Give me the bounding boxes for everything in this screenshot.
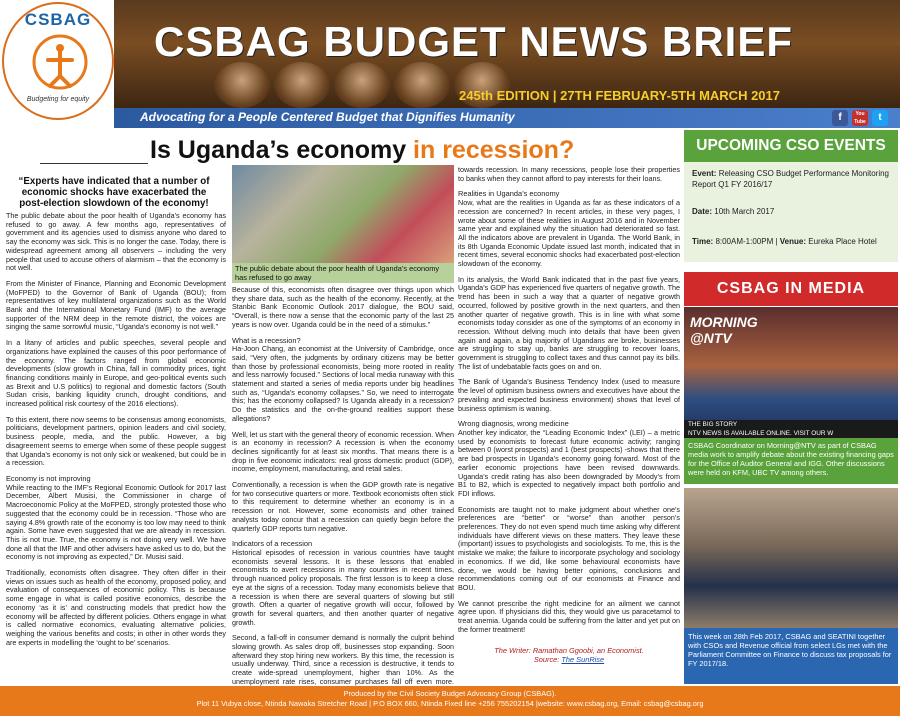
paragraph: Second, a fall-off in consumer demand is normally the culprit behind slowing growth. As sales drop off, businesses stop expanding. Soon afterward they stop hiring new workers. By this time, the recession is usually underway. Third, since a recession is destructive, it tends to create wide-spread unemployment, higher than 10%. As the unemployment rate rises, consumer purchases fall off even more. (232, 633, 454, 686)
currency-photo (232, 165, 454, 263)
youtube-icon[interactable]: You Tube (852, 110, 868, 126)
byline (458, 646, 680, 664)
footer-line-2: Plot 11 Vubya close, Ntinda Nawaka Stretcher Road | P.O BOX 660, Ntinda Fixed line +256 755202154 |website: www.csbag.org, Email: csbag@csbag.org (196, 699, 704, 708)
pull-quote: “Experts have indicated that a number of economic shocks have exacerbated the post-election slowdown of the economy! (18, 176, 210, 209)
paragraph: From the Minister of Finance, Planning and Economic Development (MoFPED) to the Governor of Bank of Uganda (BOU); from representatives of key multilateral organizations such as the World Bank and the International Monetary Fund (IMF) to the average supporter of the NRM deep in the remote district, the voices are singing the same sorrowful music, “Uganda’s economy is not well.” (6, 278, 226, 332)
paragraph: Well, let us start with the general theory of economic recession. When is an economy in recession? A recession is when the economy declines significantly for at least six months. That means there is a drop in five economic indicators: real gross domestic product (GDP), income, employment, manufacturing, and retail sales. (232, 429, 454, 474)
date-value: 10th March 2017 (714, 207, 775, 216)
date-label: Date: (692, 207, 713, 216)
edition-line: 245th EDITION | 27TH FEBRUARY-5TH MARCH 2017 (459, 88, 780, 103)
event-row (692, 168, 892, 190)
paragraph: Because of this, economists often disagree over things upon which they share data, such as the health of the economy. Recently, at the Stanbic Bank Economic Outlook 2017 dialogue, the BOU said, “Overall, is there now a sense that the economic party of the last 25 years is now over. Uganda could be in the need of a stimulus.” (232, 285, 454, 329)
paragraph: The Bank of Uganda’s Business Tendency Index (used to measure the level of optimism business owners and executives have about the prevailing and expected business environment) shows that level of business optimism is waning. (458, 377, 680, 413)
headline-part2: in recession? (406, 136, 575, 164)
logo-text: CSBAG (24, 10, 92, 29)
time-label: Time: (692, 237, 714, 246)
venue-label: Venue: (779, 237, 807, 246)
media-caption-2: This week on 28th Feb 2017, CSBAG and SEATINI together with CSOs and Revenue official from select LGs met with the Parliament Committee on Finance to discuss tax proposals for FY 2017/18. (684, 628, 898, 684)
banner-photo (214, 62, 270, 108)
footer-line-1: Produced by the Civil Society Budget Advocacy Group (CSBAG). (343, 689, 557, 698)
facebook-icon[interactable]: f (832, 110, 848, 126)
logo-emblem-icon (30, 32, 90, 92)
media-caption-1: CSBAG Coordinator on Morning@NTV as part of CSBAG media work to amplify debate about the existing financing gaps for the Office of Auditor General and IGG. Other discussions were held on KFM, UBC TV among others. (684, 438, 898, 484)
paragraph: Now, what are the realities in Uganda as far as these indicators of a recession are concerned? In recent articles, in these very pages, I wrote about some of these realities in August 2016 and in November same year and explained why the situation had deteriorated so fast. All the indicators above are prevalent in Uganda. The World Bank, in its 8th Uganda Economic Update issued last month, indicated that in recent times, several economic shocks had exacerbated post-election slowdown of the economy. (458, 198, 680, 269)
tv-show-logo: MORNING @NTV (690, 314, 758, 346)
subheading: Indicators of a recession (232, 539, 313, 549)
time-row: Time: 8:00AM-1:00PM | Venue: Eureka Place Hotel (692, 237, 877, 246)
paragraph: To this extent, there now seems to be consensus among economists, politicians, development partners, opinion leaders and civil society, business people, media, and the public. However, a big disagreement seems to emerge when some of these people suggest that Uganda’s economy is not only sick or weakened, but could be in a recession. (6, 414, 226, 468)
banner-photo (334, 62, 390, 108)
time-value: 8:00AM-1:00PM (715, 237, 774, 246)
paragraph: In a litany of articles and public speeches, several people and organizations have explained the causes of this poor performance of the economy. The factors ranged from global economic developments (slow growth in China, fall in commodity prices, tight financing conditions mainly in Europe, and geo-political events such as Brexit and U.S politics) to regional and domestic factors (South Sudan crisis, banking liquidity crunch, drought conditions, and increased political risk courtesy of the 2016 elections). (6, 338, 226, 409)
paragraph: Historical episodes of recession in various countries have taught economists several lessons. It is these lessons that enabled economists to avert recessions in many countries in recent times, through nuanced policy proposals. The first lesson is to keep a close eye at the signs of a recession. Today many economists believe that a recession is when there are several quarters of slowing but still growth. Often a quarter of negative growth will occur, followed by growth for several quarters, and then another quarter of negative growth. (232, 547, 454, 627)
newsletter-title: CSBAG BUDGET NEWS BRIEF (154, 18, 794, 65)
paragraph: Conventionally, a recession is when the GDP growth rate is negative for two consecutive quarters or more. Textbook economists often stick to this requirement to determine whether an economy is in a recession or not. However, some economists and other trained analysts today concur that a recession can quietly begin before the quarterly GDP reports turn negative. (232, 480, 454, 533)
ticker-line: NTV NEWS IS AVAILABLE ONLINE. VISIT OUR W (688, 430, 834, 437)
photo-caption: The public debate about the poor health of Uganda’s economy has refused to go away (232, 263, 454, 283)
paragraph: While reacting to the IMF’s Regional Economic Outlook for 2017 last December, Albert Musisi, the Commissioner in charge of Macroeconomic Policy at the MoFPED, strongly protested those who suggested that the economy could be in recession. “Those who are saying 4.8% growth rate of the economy is too low may need to think again. Some have even suggested that we are already in recession. This is not true. True, the economy is not doing very well. We have done all that the IMF and other advisers have asked us to do, but the economy is not improving as expected,” Dr. Musisi said. (6, 482, 226, 562)
events-heading: UPCOMING CSO EVENTS (684, 130, 898, 162)
byline-source-label: Source: (533, 655, 562, 664)
subheading: What is a recession? (232, 335, 301, 345)
paragraph: Traditionally, economists often disagree. They often differ in their views on issues such as health of the economy, proposed policy, and evaluation of consequences of economic policy. This is because some engage in what is called positive economics, describe the economy ‘as it is’ and constructing models that predict how the economy will be affected by different policies. Others engage in what is called normative economics, evaluating alternative policies, weighing the various benefits and costs; in other in other words they are experts in modelling the ‘ought to be’ scenarios. (6, 568, 226, 647)
media-heading: CSBAG IN MEDIA (684, 272, 898, 306)
date-row (692, 206, 892, 217)
banner-photo (274, 62, 330, 108)
headline-part1: Is Uganda’s economy (150, 136, 407, 164)
paragraph: In its analysis, the World Bank indicated that in the past five years, Uganda’s GDP has experienced five quarters of negative growth. The trend has been in such a way that a quarter of negative growth occurred, followed by positive growth in the next quarters, and then another quarter of negative growth. This is in line with what some economists today consider as one of the symptoms of an economy in recession. Without delving much into details that have been given again and again, a big majority of Ugandans are broke, businesses are struggling to stay up, banks are struggling to recover loans, government is struggling to collect taxes and thus cannot pay its bills. The list of undebatable facts goes on and on. (458, 274, 680, 371)
source-link[interactable]: The SunRise (561, 655, 605, 664)
ticker-line: THE BIG STORY (688, 421, 738, 428)
csbag-logo (2, 2, 114, 120)
subheading: Economy is not improving (6, 473, 91, 483)
event-value: Releasing CSO Budget Performance Monitoring Report Q1 FY 2016/17 (692, 169, 889, 189)
subheading: Wrong diagnosis, wrong medicine (458, 419, 569, 429)
paragraph: Ha-Joon Chang, an economist at the University of Cambridge, once said, “Very often, the judgments by ordinary citizens may be better than those by professional economists, being more rooted in reality and less narrowly focused.” Sections of local media runaway with this statement and started a series of media reports under big headlines such as, “Uganda’s economy collapses.” So, we need to interrogate this; has the economy collapsed? Is Uganda already in a recession? Do the statistics and the on-the-ground realities support these allegations? (232, 344, 454, 423)
event-label: Event: (692, 169, 717, 178)
events-panel (684, 162, 898, 262)
headline-rule (40, 163, 148, 164)
article-column-1 (6, 212, 226, 654)
paragraph: We cannot prescribe the right medicine for an ailment we cannot agree upon. If physicians did this, they would give us paracetamol to treat anemia. Uganda could be suffering from the latter and yet put on the former treatment! (458, 598, 680, 634)
byline-writer: The Writer: Ramathan Ggoobi, an Economist. (494, 646, 644, 655)
meeting-photo (684, 488, 898, 628)
subheading: Realities in Uganda’s economy (458, 189, 560, 199)
paragraph: Another key indicator, the “Leading Economic Index” (LEI) – a metric used by economists to forecast future economic activity; ranging between 0 (worst prospects) and 1 (best prospects) -shows that there are bad prospects in Uganda’s economy going forward. Most of the earlier economic projections have been revised downwards. Uganda’s credit rating has also been downgraded by Moody’s from B1 to B2, which is expected to negatively impact both portfolio and FDI inflows. (458, 427, 680, 498)
twitter-icon[interactable]: t (872, 110, 888, 126)
tv-ticker (684, 420, 898, 438)
article-headline (150, 136, 690, 165)
tagline: Advocating for a People Centered Budget that Dignifies Humanity (140, 110, 515, 124)
logo-tagline: Budgeting for equity (26, 96, 90, 103)
venue-value: Eureka Place Hotel (808, 237, 877, 246)
paragraph: towards recession. In many recessions, people lose their properties to banks when they cannot afford to pay interests for their loans. (458, 165, 680, 183)
article-column-3 (458, 166, 680, 641)
paragraph: The public debate about the poor health of Uganda’s economy has refused to go away. A few months ago, representatives of government and its agencies used to dismiss anyone who dared to say the economy was sick. This is no longer the case. Today, there is widespread agreement among all observers – including the very people that used to accuse others of alarmism – that the economy is not well. (6, 211, 226, 273)
paragraph: Economists are taught not to make judgment about whether one’s preferences are “better” or “worse” than another person’s preferences. They do not even spend much time asking why different individuals have different views on these matters. They leave these (important) issues to psychologists and sociologists. To me, this is the mistake we make; the failure to incorporate psychology and sociology in economics. If we did, like some behavioural economists have done, we would be having better opinions, conclusions and recommendations coming out of our economists at Finance and BOU. (458, 504, 680, 592)
article-column-2 (232, 286, 454, 702)
footer (0, 686, 900, 716)
